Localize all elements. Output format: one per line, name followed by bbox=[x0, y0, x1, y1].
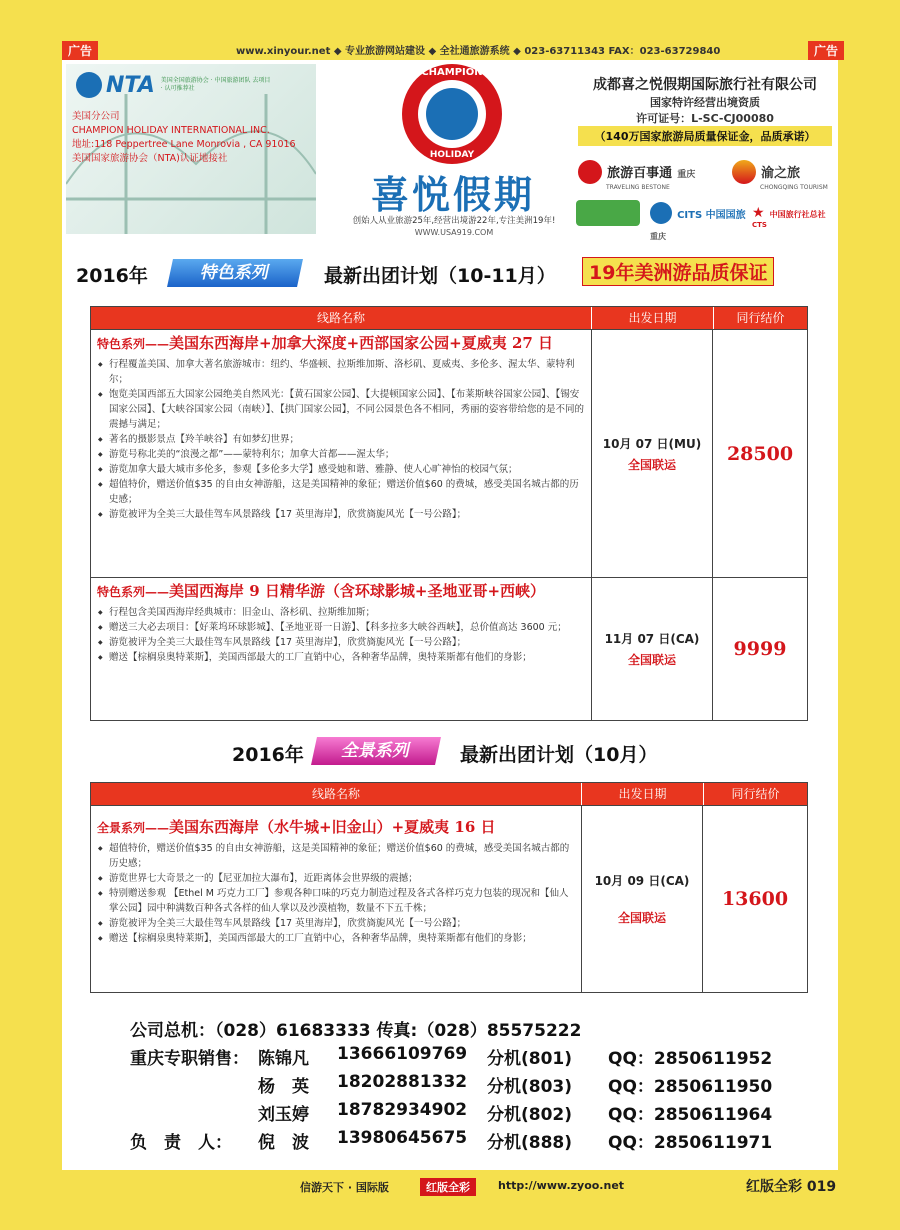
branch-info bbox=[72, 110, 296, 166]
contact-phone: 18782934902 bbox=[337, 1100, 468, 1120]
contact-qq: QQ：2850611971 bbox=[608, 1133, 773, 1153]
date-cell bbox=[591, 330, 712, 577]
hq-phone-fax: 公司总机：（028）61683333 传真:（028）85575222 bbox=[130, 1021, 582, 1041]
cits-globe-icon bbox=[650, 202, 672, 224]
contact-ext: 分机(888) bbox=[487, 1133, 573, 1153]
route-title: 特色系列——美国东西海岸+加拿大深度+西部国家公园+夏威夷 27 日 bbox=[97, 334, 554, 352]
route-title: 特色系列——美国西海岸 9 日精华游（含环球影城+圣地亚哥+西峡） bbox=[97, 582, 546, 600]
table-row bbox=[91, 577, 807, 720]
departure-note: 全国联运 bbox=[627, 653, 676, 667]
section2-year: 2016年 bbox=[232, 744, 304, 766]
col-route: 线路名称 bbox=[91, 783, 582, 805]
branch-line: CHAMPION HOLIDAY INTERNATIONAL INC. bbox=[72, 125, 270, 136]
section1-ribbon: 特色系列 bbox=[167, 259, 303, 287]
branch-line: 地址:118 Peppertree Lane Monrovia , CA 91016 bbox=[72, 139, 296, 150]
quality-slogan: 19年美洲游品质保证 bbox=[582, 257, 774, 286]
contact-ext: 分机(801) bbox=[487, 1049, 573, 1069]
price-cell: 13600 bbox=[702, 806, 807, 992]
contact-name: 陈锦凡 bbox=[258, 1049, 309, 1069]
section2-title: 最新出团计划（10月） bbox=[460, 744, 658, 766]
list-item: ◆ 行程覆盖美国、加拿大著名旅游城市：纽约、华盛顿、拉斯维加斯、洛杉矶、夏威夷、多伦多、渥太华、蒙特利尔； bbox=[97, 357, 585, 387]
branch-line: 美国国家旅游协会（NTA)认证地接社 bbox=[72, 153, 228, 164]
price-cell: 28500 bbox=[712, 330, 807, 577]
list-item: ◆ 游览被评为全美三大最佳驾车风景路线【17 英里海岸】，欣赏旖旎风光【一号公路】； bbox=[97, 635, 585, 650]
partner-mark-icon bbox=[578, 160, 602, 184]
route-cell bbox=[91, 806, 581, 992]
list-item: ◆ 著名的摄影景点【羚羊峡谷】有如梦幻世界； bbox=[97, 432, 585, 447]
list-item: ◆ 游览世界七大奇景之一的【尼亚加拉大瀑布】，近距离体会世界级的震撼； bbox=[97, 871, 575, 886]
date-cell bbox=[591, 578, 712, 720]
list-item: ◆ 赠送三大必去项目：【好莱坞环球影城】、【圣地亚哥一日游】、【科多拉多大峡谷西峡】，总价值高达 3600 元； bbox=[97, 620, 585, 635]
contact-phone: 13980645675 bbox=[337, 1128, 468, 1148]
ad-badge-right: 广告 bbox=[808, 41, 844, 60]
departure-date: 11月 07 日(CA) bbox=[604, 632, 700, 646]
page-number: 红版全彩 019 bbox=[746, 1179, 837, 1195]
partner-logo: CITS 中国国旅 重庆 bbox=[650, 202, 746, 243]
license-line-2: 许可证号：L-SC-CJ00080 bbox=[636, 112, 774, 125]
partner-logo: 旅游百事通 重庆 TRAVELING BESTONE bbox=[578, 160, 700, 191]
route-details bbox=[97, 357, 585, 522]
col-price: 同行结价 bbox=[731, 787, 780, 801]
table-header bbox=[91, 307, 807, 329]
list-item: ◆ 游览被评为全美三大最佳驾车风景路线【17 英里海岸】，欣赏旖旎风光【一号公路】； bbox=[97, 507, 585, 522]
col-route: 线路名称 bbox=[91, 307, 592, 329]
section1-year: 2016年 bbox=[76, 265, 148, 287]
section1-table bbox=[90, 306, 808, 721]
brand-name: 喜悦假期 bbox=[370, 172, 535, 217]
table-row bbox=[91, 329, 807, 577]
champion-seal bbox=[402, 64, 502, 164]
sales-label: 重庆专职销售： bbox=[130, 1049, 249, 1069]
list-item: ◆ 超值特价，赠送价值$35 的自由女神游船，这是美国精神的象征；赠送价值$60 的费城，感受美国名城古都的历史感； bbox=[97, 841, 575, 871]
contact-phone: 18202881332 bbox=[337, 1072, 468, 1092]
license-line-1: 国家特许经营出境资质 bbox=[650, 96, 760, 109]
manager-label: 负 责 人： bbox=[130, 1133, 232, 1153]
price-cell: 9999 bbox=[712, 578, 807, 720]
table-row bbox=[91, 805, 807, 992]
brand-website: WWW.USA919.COM bbox=[414, 228, 494, 237]
partner-logo: ★ 中国旅行社总社 CTS bbox=[752, 205, 826, 229]
route-details bbox=[97, 605, 585, 665]
branch-line: 美国分公司 bbox=[72, 111, 120, 122]
contact-qq: QQ：2850611950 bbox=[608, 1077, 773, 1097]
departure-date: 10月 07 日(MU) bbox=[602, 436, 702, 451]
seal-bottom-text: HOLIDAY bbox=[429, 150, 475, 160]
route-cell bbox=[91, 578, 591, 720]
partner-logo: 渝之旅 CHONGQING TOURISM bbox=[732, 160, 836, 191]
contact-qq: QQ：2850611964 bbox=[608, 1105, 773, 1125]
nta-wordmark: NTA bbox=[106, 72, 155, 98]
list-item: ◆ 赠送【棕榈泉奥特莱斯】，美国西部最大的工厂直销中心，各种奢华品牌，奥特莱斯都有他们的身影； bbox=[97, 650, 585, 665]
top-bar-text: www.xinyour.net ◆ 专业旅游网站建设 ◆ 全社通旅游系统 ◆ 023-63711343 FAX：023-63729840 bbox=[236, 46, 721, 57]
contact-ext: 分机(802) bbox=[487, 1105, 573, 1125]
departure-date: 10月 09 日(CA) bbox=[594, 874, 690, 888]
list-item: ◆ 游览加拿大最大城市多伦多，参观【多伦多大学】感受她和谐、雅静、使人心旷神怡的校园气氛； bbox=[97, 462, 585, 477]
section1-title: 最新出团计划（10-11月） bbox=[324, 265, 556, 287]
nta-globe-icon bbox=[76, 72, 102, 98]
company-name: 成都喜之悦假期国际旅行社有限公司 bbox=[593, 77, 817, 93]
col-date: 出发日期 bbox=[592, 307, 714, 329]
section2-table bbox=[90, 782, 808, 993]
contact-phone: 13666109769 bbox=[337, 1044, 468, 1064]
list-item: ◆ 饱览美国西部五大国家公园绝美自然风光：【黄石国家公园】、【大提顿国家公园】、【布莱斯峡谷国家公园】、【锡安国家公园】、【大峡谷国家公园（南峡）】、【拱门国家公园】，不同公园景色各不相同，秀丽的姿容带给您的是不同的震撼与满足； bbox=[97, 387, 585, 432]
date-cell bbox=[581, 806, 702, 992]
departure-note: 全国联运 bbox=[627, 457, 676, 472]
footer-badge: 红版全彩 bbox=[420, 1178, 476, 1196]
brand-tagline: 创始人从业旅游25年,经营出境游22年,专注美洲19年! bbox=[352, 216, 556, 226]
list-item: ◆ 超值特价，赠送价值$35 的自由女神游船，这是美国精神的象征；赠送价值$60 的费城，感受美国名城古都的历史感； bbox=[97, 477, 585, 507]
list-item: ◆ 赠送【棕榈泉奥特莱斯】，美国西部最大的工厂直销中心，各种奢华品牌，奥特莱斯都有他们的身影； bbox=[97, 931, 575, 946]
contact-qq: QQ：2850611952 bbox=[608, 1049, 773, 1069]
star-icon: ★ bbox=[752, 205, 765, 221]
ad-badge-left: 广告 bbox=[62, 41, 98, 60]
list-item: ◆ 游览号称北美的“浪漫之都”——蒙特利尔；加拿大首都——渥太华； bbox=[97, 447, 585, 462]
contact-ext: 分机(803) bbox=[487, 1077, 573, 1097]
nta-note: 美国全国旅游协会 · 中国旅游团队 去项目 · 认可推荐社 bbox=[160, 77, 271, 92]
footer-left: 信游天下 · 国际版 bbox=[300, 1181, 389, 1194]
section2-ribbon: 全景系列 bbox=[311, 737, 441, 765]
route-details bbox=[97, 841, 575, 946]
route-title: 全景系列——美国东西海岸（水牛城+旧金山）+夏威夷 16 日 bbox=[97, 818, 496, 836]
departure-note: 全国联运 bbox=[617, 911, 666, 925]
contact-name: 刘玉婷 bbox=[258, 1105, 309, 1125]
contact-name: 杨 英 bbox=[258, 1077, 309, 1097]
globe-icon bbox=[426, 88, 478, 140]
route-cell bbox=[91, 330, 591, 577]
footer-url[interactable]: http://www.zyoo.net bbox=[498, 1179, 625, 1192]
partner-green-logo bbox=[576, 200, 640, 226]
col-date: 出发日期 bbox=[582, 783, 704, 805]
swirl-icon bbox=[732, 160, 756, 184]
col-price: 同行结价 bbox=[736, 311, 785, 325]
seal-top-text: CHAMPION bbox=[421, 67, 483, 78]
list-item: ◆ 游览被评为全美三大最佳驾车风景路线【17 英里海岸】，欣赏旖旎风光【一号公路】； bbox=[97, 916, 575, 931]
guarantee-banner: （140万国家旅游局质量保证金，品质承诺） bbox=[578, 126, 832, 146]
table-header bbox=[91, 783, 807, 805]
list-item: ◆ 特别赠送参观 【Ethel M 巧克力工厂】参观各种口味的巧克力制造过程及各式各样巧克力包装的现况和【仙人掌公园】园中种满数百种各式各样的仙人掌以及沙漠植物，数量不下五千株； bbox=[97, 886, 575, 916]
contact-name: 倪 波 bbox=[258, 1133, 309, 1153]
list-item: ◆ 行程包含美国西海岸经典城市：旧金山、洛杉矶、拉斯维加斯； bbox=[97, 605, 585, 620]
ad-sheet bbox=[62, 60, 838, 1170]
nta-logo bbox=[76, 72, 271, 98]
